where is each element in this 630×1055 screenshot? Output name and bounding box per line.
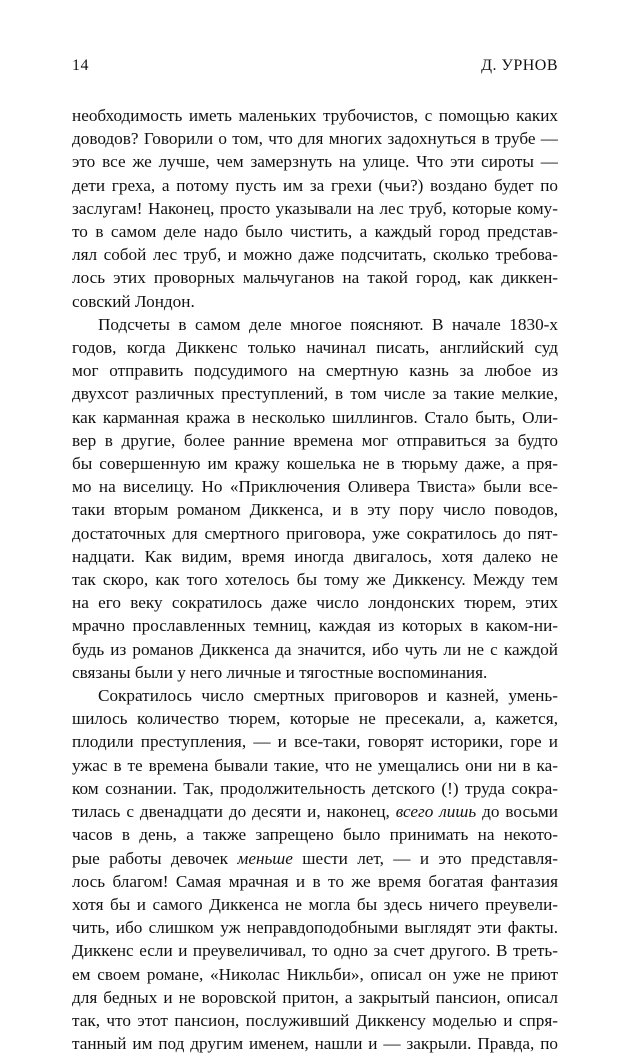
text-line — [72, 800, 558, 823]
running-header — [72, 57, 558, 75]
text-line: хотя бы и самого Диккенса не могла бы здесь ничего преувели- — [72, 894, 558, 914]
paragraph-first-line: Подсчеты в самом деле многое поясняют. В начале 1830-х — [98, 314, 558, 334]
text-line: чить, ибо слишком уж неправдоподобными выглядят эти факты. — [72, 918, 558, 938]
text-line: ужас в те времена бывали такие, что не умещались они ни в ка- — [72, 755, 558, 775]
text-line: двухсот различных преступлений, в том числе за такие мелкие, — [72, 384, 558, 404]
text-line: на его веку сократилось даже число лондонских тюрем, этих — [72, 593, 558, 613]
text-line: Диккенс если и преувеличивал, то одно за счет другого. В треть- — [72, 941, 558, 961]
text-line: лось этих проворных мальчуганов на такой город, как диккен- — [72, 268, 558, 288]
text-line: лось благом! Самая мрачная и в то же время богатая фантазия — [72, 871, 558, 891]
text-line: лял собой лес труб, и можно даже подсчитать, сколько требова- — [72, 245, 558, 265]
text-line: дети греха, а потому пусть им за грехи (чьи?) воздано будет по — [72, 175, 558, 195]
text-run: до восьми — [476, 802, 558, 822]
text-line: мрачно прославленных темниц, каждая из которых в каком-ни- — [72, 616, 558, 636]
text-line: шилось количество тюрем, которые не пресекали, а, кажется, — [72, 709, 558, 729]
text-line: бы совершенную им кражу кошелька не в тюрьму даже, а пря- — [72, 454, 558, 474]
text-line: доводов? Говорили о том, что для многих задохнуться в трубе — — [72, 129, 558, 149]
page-number: 14 — [72, 57, 89, 74]
text-line: как карманная кража в несколько шиллингов. Стало быть, Оли- — [72, 407, 558, 427]
running-head-author: Д. УРНОВ — [481, 57, 558, 74]
text-line — [72, 847, 558, 870]
text-line: надцати. Как видим, время иногда двигалось, хотя далеко не — [72, 546, 558, 566]
text-line: так, что этот пансион, послуживший Диккенсу моделью и спря- — [72, 1010, 558, 1030]
text-run: шести лет, — и это представля- — [292, 848, 558, 868]
text-line: это все же лучше, чем замерзнуть на улице. Что эти сироты — — [72, 152, 558, 172]
body-text — [72, 104, 558, 1055]
text-line: совский Лондон. — [72, 291, 195, 311]
text-line: так скоро, как того хотелось бы тому же Диккенсу. Между тем — [72, 570, 558, 590]
text-line: часов в день, а также запрещено было принимать на некото- — [72, 825, 558, 845]
text-line: годов, когда Диккенс только начинал писать, английский суд — [72, 338, 558, 358]
text-line: таки вторым романом Диккенса, и в эту пору число поводов, — [72, 500, 558, 520]
text-line: ем своем романе, «Николас Никльби», описал он уже не приют — [72, 964, 558, 984]
text-run: тилась с двенадцати до десяти и, наконец, — [72, 802, 396, 822]
text-line: плодили преступления, — и все-таки, говорят историки, горе и — [72, 732, 558, 752]
text-line: мог отправить подсудимого на смертную казнь за любое из — [72, 361, 558, 381]
text-line: танный им под другим именем, нашли и — закрыли. Правда, по — [72, 1034, 558, 1054]
text-line: мо на виселицу. Но «Приключения Оливера Твиста» были все- — [72, 477, 558, 497]
emphasis-text: всего лишь — [395, 802, 477, 822]
emphasis-text: меньше — [237, 848, 293, 868]
text-line: связаны были у него личные и тягостные воспоминания. — [72, 662, 488, 682]
text-line: будь из романов Диккенса да значится, ибо чуть ли не с каждой — [72, 639, 558, 659]
paragraph-first-line: Сократилось число смертных приговоров и казней, умень- — [98, 686, 558, 706]
text-run: рые работы девочек — [72, 848, 238, 868]
text-line: для бедных и не воровской притон, а закрытый пансион, описал — [72, 987, 558, 1007]
text-line: вер в другие, более ранние времена мог отправиться за будто — [72, 430, 558, 450]
text-line: необходимость иметь маленьких трубочистов, с помощью каких — [72, 106, 558, 125]
text-line: ком сознании. Так, продолжительность детского (!) труда сокра- — [72, 778, 558, 798]
text-line: достаточных для смертного приговора, уже сократилось до пят- — [72, 523, 558, 543]
text-line: заслугам! Наконец, просто указывали на лес труб, которые кому- — [72, 198, 558, 218]
text-line: то в самом деле надо было чистить, а каждый город представ- — [72, 222, 558, 242]
